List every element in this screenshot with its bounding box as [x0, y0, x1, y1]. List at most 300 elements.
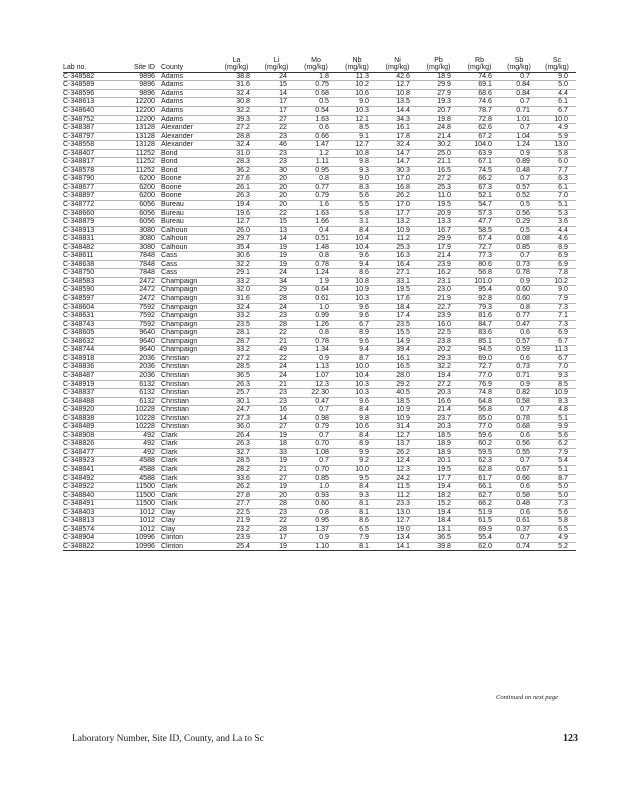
table-cell: 80.6: [459, 260, 500, 269]
table-cell: C-348744: [63, 346, 119, 355]
table-cell: 13.3: [418, 218, 459, 227]
table-cell: 492: [119, 431, 159, 440]
table-cell: 2036: [119, 354, 159, 363]
table-cell: 74.6: [459, 72, 500, 81]
table-cell: 31.6: [215, 81, 258, 90]
table-cell: 6.3: [538, 175, 576, 184]
table-cell: 7592: [119, 320, 159, 329]
table-cell: 95.4: [459, 286, 500, 295]
table-cell: 0.5: [295, 98, 337, 107]
table-cell: 8.5: [538, 380, 576, 389]
table-cell: 13.0: [538, 141, 576, 150]
column-header: Sb: [514, 57, 524, 64]
table-cell: 26.3: [215, 440, 258, 449]
table-cell: Champaign: [159, 312, 215, 321]
column-unit: (mg/kg): [385, 64, 410, 72]
table-cell: 21.1: [418, 158, 459, 167]
table-cell: 0.60: [500, 286, 538, 295]
table-cell: 72.7: [459, 363, 500, 372]
table-cell: 20: [258, 491, 295, 500]
table-cell: 12.3: [377, 465, 418, 474]
table-cell: Champaign: [159, 346, 215, 355]
table-cell: 81.6: [459, 312, 500, 321]
table-cell: 51.9: [459, 508, 500, 517]
table-cell: C-348492: [63, 474, 119, 483]
table-cell: C-348797: [63, 132, 119, 141]
table-cell: 74.5: [459, 166, 500, 175]
table-row: [63, 483, 576, 492]
table-cell: 5.6: [538, 508, 576, 517]
column-unit: (mg/kg): [507, 64, 531, 72]
table-cell: 1.48: [295, 243, 337, 252]
table-cell: 8.6: [337, 269, 377, 278]
table-cell: 10.6: [337, 89, 377, 98]
table-cell: 0.7: [500, 457, 538, 466]
table-cell: 18.5: [377, 397, 418, 406]
table-cell: 0.71: [500, 371, 538, 380]
table-cell: 59.5: [459, 448, 500, 457]
table-cell: 12.7: [337, 141, 377, 150]
table-cell: 6.9: [538, 260, 576, 269]
table-cell: Clay: [159, 525, 215, 534]
table-row: [63, 457, 576, 466]
table-cell: 8.3: [538, 397, 576, 406]
table-cell: 0.5: [500, 226, 538, 235]
table-cell: 7.9: [538, 295, 576, 304]
table-cell: 10228: [119, 406, 159, 415]
column-header: La: [232, 57, 241, 64]
table-cell: 0.68: [295, 89, 337, 98]
table-cell: 1.63: [295, 115, 337, 124]
table-row: [63, 363, 576, 372]
table-row: [63, 397, 576, 406]
table-cell: 5.0: [538, 491, 576, 500]
table-cell: 8.4: [337, 406, 377, 415]
header-row-unit: [63, 64, 576, 72]
table-cell: 20.3: [418, 389, 459, 398]
table-cell: 17.9: [418, 243, 459, 252]
table-cell: 19: [258, 483, 295, 492]
table-cell: 0.57: [500, 183, 538, 192]
header-row-element: [63, 57, 576, 64]
table-cell: 6.1: [538, 98, 576, 107]
table-cell: 27.6: [215, 175, 258, 184]
table-cell: 9.1: [337, 132, 377, 141]
table-row: [63, 380, 576, 389]
table-cell: 15.2: [418, 500, 459, 509]
table-cell: 14: [258, 235, 295, 244]
table-cell: Alexander: [159, 124, 215, 133]
table-cell: Alexander: [159, 141, 215, 150]
table-cell: 0.37: [500, 525, 538, 534]
table-cell: 0.58: [500, 397, 538, 406]
table-cell: 6200: [119, 192, 159, 201]
table-cell: 9.6: [337, 397, 377, 406]
table-cell: Christian: [159, 414, 215, 423]
table-cell: 39.8: [418, 542, 459, 551]
table-cell: 24: [258, 303, 295, 312]
table-cell: 23.5: [215, 320, 258, 329]
table-cell: 104.0: [459, 141, 500, 150]
table-cell: 0.61: [295, 295, 337, 304]
table-cell: 14.1: [377, 542, 418, 551]
table-cell: 0.60: [295, 500, 337, 509]
table-cell: 22.30: [295, 389, 337, 398]
table-cell: 19.5: [377, 286, 418, 295]
table-cell: 29.3: [418, 354, 459, 363]
table-cell: 20: [258, 175, 295, 184]
table-cell: 6132: [119, 380, 159, 389]
table-cell: Adams: [159, 115, 215, 124]
table-cell: 0.52: [500, 192, 538, 201]
table-cell: 10.2: [337, 81, 377, 90]
table-cell: 0.9: [500, 380, 538, 389]
table-cell: 11500: [119, 500, 159, 509]
table-cell: Cass: [159, 260, 215, 269]
table-row: [63, 286, 576, 295]
table-cell: 20: [258, 201, 295, 210]
table-cell: 0.8: [295, 252, 337, 261]
table-cell: 9896: [119, 72, 159, 81]
table-cell: 35.4: [215, 243, 258, 252]
table-cell: C-348489: [63, 423, 119, 432]
table-cell: Calhoun: [159, 226, 215, 235]
data-table-container: [63, 57, 576, 551]
table-cell: 10996: [119, 534, 159, 543]
table-cell: 49: [258, 346, 295, 355]
table-cell: 23.9: [215, 534, 258, 543]
table-cell: 21.4: [418, 252, 459, 261]
table-cell: 13.7: [377, 440, 418, 449]
table-cell: 5.0: [538, 81, 576, 90]
table-cell: 6056: [119, 209, 159, 218]
table-cell: 23: [258, 132, 295, 141]
table-cell: 67.4: [459, 235, 500, 244]
table-cell: C-348632: [63, 337, 119, 346]
table-cell: 0.7: [500, 175, 538, 184]
table-cell: 3080: [119, 243, 159, 252]
table-cell: 6.2: [538, 440, 576, 449]
table-cell: 0.7: [500, 124, 538, 133]
table-cell: Christian: [159, 371, 215, 380]
table-cell: 0.66: [295, 132, 337, 141]
table-row: [63, 252, 576, 261]
table-cell: 68.6: [459, 89, 500, 98]
table-cell: 0.47: [295, 397, 337, 406]
table-cell: 0.58: [500, 491, 538, 500]
table-cell: 7592: [119, 312, 159, 321]
table-cell: 2472: [119, 286, 159, 295]
table-row: [63, 132, 576, 141]
table-row: [63, 209, 576, 218]
table-cell: Clark: [159, 431, 215, 440]
table-cell: 5.3: [538, 209, 576, 218]
table-cell: 5.1: [538, 201, 576, 210]
table-cell: 31.4: [377, 423, 418, 432]
table-cell: 3.1: [337, 218, 377, 227]
table-cell: 9.9: [538, 423, 576, 432]
table-cell: 2472: [119, 295, 159, 304]
table-cell: Bureau: [159, 209, 215, 218]
table-cell: 4.9: [538, 534, 576, 543]
table-cell: 6.5: [538, 525, 576, 534]
table-cell: 32.4: [215, 303, 258, 312]
table-cell: 18.9: [418, 440, 459, 449]
table-cell: C-348919: [63, 380, 119, 389]
table-cell: C-348918: [63, 354, 119, 363]
table-cell: 67.2: [459, 132, 500, 141]
table-cell: 9640: [119, 337, 159, 346]
table-cell: 4.9: [538, 124, 576, 133]
column-unit: (mg/kg): [426, 64, 451, 72]
table-cell: 6200: [119, 175, 159, 184]
table-cell: 5.4: [538, 457, 576, 466]
table-cell: Clark: [159, 448, 215, 457]
table-cell: 11252: [119, 158, 159, 167]
table-cell: 0.78: [500, 269, 538, 278]
column-header: Nb: [352, 57, 362, 64]
table-cell: 8.7: [538, 474, 576, 483]
table-cell: 0.79: [295, 192, 337, 201]
table-cell: 7.7: [538, 166, 576, 175]
table-cell: 23.9: [418, 260, 459, 269]
table-cell: 3080: [119, 235, 159, 244]
table-cell: 72.7: [459, 243, 500, 252]
table-cell: 4588: [119, 474, 159, 483]
table-cell: 16.6: [418, 397, 459, 406]
table-cell: 32.7: [215, 448, 258, 457]
table-cell: C-348913: [63, 226, 119, 235]
table-cell: 0.78: [295, 260, 337, 269]
table-cell: 15: [258, 218, 295, 227]
column-header: Ni: [394, 57, 401, 64]
table-cell: 5.8: [538, 517, 576, 526]
table-cell: 74.6: [459, 98, 500, 107]
table-cell: 0.29: [500, 218, 538, 227]
table-row: [63, 303, 576, 312]
table-cell: 7.1: [538, 312, 576, 321]
table-cell: 12.7: [377, 431, 418, 440]
table-cell: 9.8: [337, 414, 377, 423]
table-cell: 17.7: [377, 209, 418, 218]
table-cell: 1.24: [500, 141, 538, 150]
table-cell: 19.4: [418, 483, 459, 492]
table-cell: 9.6: [337, 252, 377, 261]
table-cell: C-348574: [63, 525, 119, 534]
table-cell: 34.3: [377, 115, 418, 124]
table-cell: 19.5: [418, 465, 459, 474]
table-cell: 25.3: [377, 243, 418, 252]
table-cell: 67.3: [459, 183, 500, 192]
table-cell: 0.78: [295, 337, 337, 346]
table-cell: 9.4: [337, 346, 377, 355]
table-cell: 11252: [119, 149, 159, 158]
table-cell: 20: [258, 192, 295, 201]
table-cell: 6132: [119, 397, 159, 406]
table-cell: Clay: [159, 517, 215, 526]
table-cell: 12200: [119, 115, 159, 124]
table-cell: 24.2: [377, 474, 418, 483]
table-cell: 13.5: [377, 98, 418, 107]
table-cell: 3.6: [538, 218, 576, 227]
table-cell: 58.5: [459, 226, 500, 235]
table-cell: 28.5: [215, 457, 258, 466]
table-cell: 64.8: [459, 397, 500, 406]
table-cell: 10228: [119, 414, 159, 423]
table-cell: 23: [258, 397, 295, 406]
table-cell: 10.2: [538, 277, 576, 286]
table-cell: Clark: [159, 440, 215, 449]
table-cell: 22.7: [418, 303, 459, 312]
table-cell: 36.0: [215, 423, 258, 432]
table-row: [63, 500, 576, 509]
table-cell: Bond: [159, 158, 215, 167]
table-cell: Bureau: [159, 201, 215, 210]
table-cell: 30: [258, 166, 295, 175]
table-cell: 6.7: [538, 354, 576, 363]
table-cell: 0.4: [295, 226, 337, 235]
table-cell: 5.9: [538, 132, 576, 141]
table-cell: 62.3: [459, 457, 500, 466]
table-cell: Bureau: [159, 218, 215, 227]
table-cell: 101.0: [459, 277, 500, 286]
table-cell: 27.2: [418, 380, 459, 389]
table-cell: 0.7: [295, 431, 337, 440]
header-spacer: [63, 57, 119, 64]
table-cell: 62.6: [459, 124, 500, 133]
table-cell: 4588: [119, 457, 159, 466]
table-cell: 32.4: [215, 89, 258, 98]
table-cell: C-348387: [63, 124, 119, 133]
table-cell: 8.1: [337, 542, 377, 551]
table-cell: C-348904: [63, 534, 119, 543]
table-cell: Champaign: [159, 329, 215, 338]
table-cell: 28.1: [215, 329, 258, 338]
table-cell: 8.4: [337, 431, 377, 440]
table-cell: C-348922: [63, 483, 119, 492]
table-cell: 0.77: [500, 312, 538, 321]
table-cell: Christian: [159, 406, 215, 415]
table-cell: Christian: [159, 397, 215, 406]
table-cell: 0.95: [295, 166, 337, 175]
table-cell: 22: [258, 209, 295, 218]
table-cell: 83.6: [459, 329, 500, 338]
table-cell: 10228: [119, 423, 159, 432]
table-row: [63, 175, 576, 184]
table-cell: 1.9: [295, 277, 337, 286]
table-cell: 1.8: [295, 72, 337, 81]
table-cell: 0.70: [295, 440, 337, 449]
table-cell: 0.7: [500, 534, 538, 543]
table-cell: 92.8: [459, 295, 500, 304]
table-cell: 492: [119, 440, 159, 449]
table-cell: 19: [258, 252, 295, 261]
table-cell: Adams: [159, 98, 215, 107]
table-cell: 77.3: [459, 252, 500, 261]
table-cell: 7.3: [538, 303, 576, 312]
table-cell: 0.56: [500, 440, 538, 449]
table-cell: 19: [258, 260, 295, 269]
table-cell: 0.47: [500, 320, 538, 329]
table-cell: Clark: [159, 465, 215, 474]
table-cell: 16.5: [418, 166, 459, 175]
table-cell: 17: [258, 534, 295, 543]
table-cell: 10.9: [377, 406, 418, 415]
table-cell: 6.7: [337, 320, 377, 329]
table-cell: 27.2: [215, 354, 258, 363]
table-cell: 9.6: [337, 312, 377, 321]
table-row: [63, 98, 576, 107]
table-cell: 46: [258, 141, 295, 150]
table-cell: 4.6: [538, 235, 576, 244]
table-cell: 2036: [119, 371, 159, 380]
table-cell: 0.77: [295, 183, 337, 192]
table-row: [63, 346, 576, 355]
table-cell: 0.48: [500, 500, 538, 509]
table-cell: 10.6: [337, 423, 377, 432]
table-cell: 77.0: [459, 371, 500, 380]
table-cell: 1012: [119, 508, 159, 517]
table-cell: Boone: [159, 183, 215, 192]
table-cell: 0.48: [500, 166, 538, 175]
table-cell: 1.6: [295, 201, 337, 210]
table-cell: Cass: [159, 252, 215, 261]
table-cell: 26.3: [215, 192, 258, 201]
table-cell: 6.7: [538, 337, 576, 346]
table-cell: 72.8: [459, 115, 500, 124]
table-row: [63, 183, 576, 192]
table-cell: 12.7: [377, 81, 418, 90]
table-cell: 16.1: [377, 124, 418, 133]
table-cell: 26.4: [215, 431, 258, 440]
table-row: [63, 277, 576, 286]
table-cell: 30.8: [215, 98, 258, 107]
table-cell: 24: [258, 371, 295, 380]
column-header: Sc: [552, 57, 562, 64]
table-cell: 5.5: [337, 201, 377, 210]
table-cell: 30.6: [215, 252, 258, 261]
table-cell: 17.0: [377, 175, 418, 184]
table-cell: 32.0: [215, 286, 258, 295]
table-cell: 10.3: [337, 295, 377, 304]
table-cell: 12.1: [337, 115, 377, 124]
table-cell: 1.26: [295, 320, 337, 329]
table-cell: 20.2: [418, 346, 459, 355]
table-cell: 5.8: [337, 209, 377, 218]
table-cell: C-348772: [63, 201, 119, 210]
table-cell: C-348583: [63, 277, 119, 286]
table-cell: C-348836: [63, 363, 119, 372]
table-row: [63, 89, 576, 98]
table-cell: 0.6: [500, 508, 538, 517]
table-cell: 15: [258, 81, 295, 90]
table-cell: C-348604: [63, 303, 119, 312]
table-row: [63, 337, 576, 346]
table-cell: 9.6: [337, 337, 377, 346]
table-cell: 7.0: [538, 363, 576, 372]
table-cell: 27: [258, 115, 295, 124]
table-cell: 26.1: [215, 183, 258, 192]
table-cell: 6056: [119, 201, 159, 210]
table-cell: 24: [258, 72, 295, 81]
table-cell: 56.8: [459, 269, 500, 278]
table-cell: 39.3: [215, 115, 258, 124]
table-cell: 26.2: [215, 483, 258, 492]
table-cell: 10.4: [337, 243, 377, 252]
table-cell: 1.0: [295, 303, 337, 312]
table-cell: 9.0: [337, 98, 377, 107]
table-row: [63, 508, 576, 517]
